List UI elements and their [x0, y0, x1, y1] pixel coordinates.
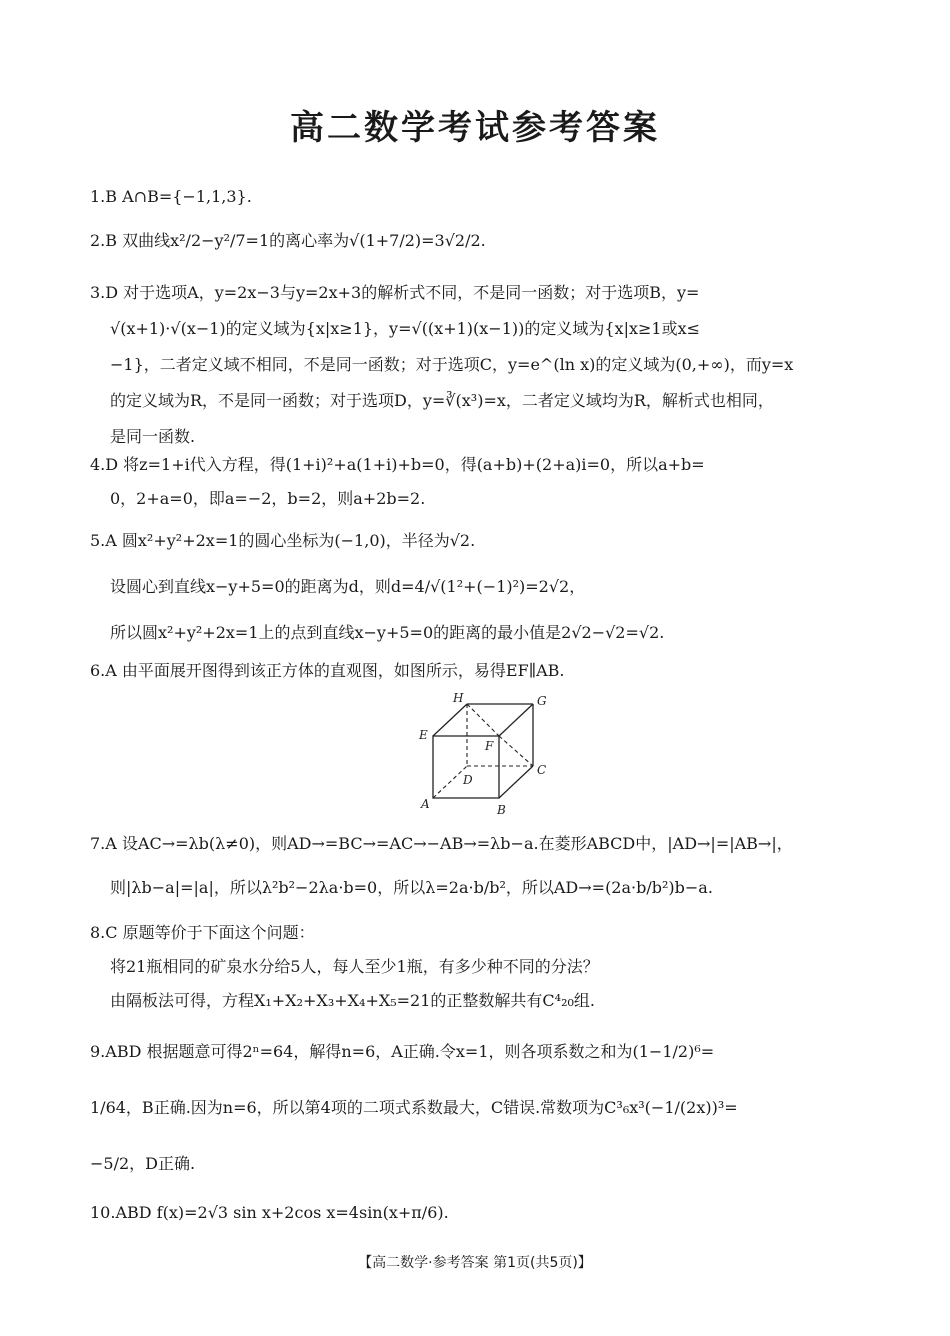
answer-line: 所以圆x²+y²+2x=1上的点到直线x−y+5=0的距离的最小值是2√2−√2=√2.	[110, 623, 665, 642]
cube-diagram	[415, 686, 555, 816]
answer-line: 10.ABD f(x)=2√3 sin x+2cos x=4sin(x+π/6).	[90, 1203, 449, 1222]
vertex-label-d: D	[463, 773, 473, 787]
answer-10	[90, 1196, 860, 1230]
vertex-label-a: A	[421, 797, 430, 811]
answer-7	[90, 822, 860, 910]
cube-segment-fc	[499, 736, 533, 766]
answer-line: −5/2，D正确.	[90, 1154, 196, 1173]
answer-9	[90, 1024, 860, 1192]
answer-5	[90, 518, 860, 656]
answer-line: −1}，二者定义域不相同，不是同一函数；对于选项C，y=e^(ln x)的定义域为(0,+∞)，而y=x	[110, 355, 794, 374]
answer-line: 1/64，B正确.因为n=6，所以第4项的二项式系数最大，C错误.常数项为C³₆x³(−1/(2x))³=	[90, 1098, 738, 1117]
page-footer: 【高二数学·参考答案 第1页(共5页)】	[358, 1255, 592, 1271]
answer-1	[90, 180, 860, 214]
answer-line: 5.A 圆x²+y²+2x=1的圆心坐标为(−1,0)，半径为√2.	[90, 531, 476, 550]
answer-line: 2.B 双曲线x²/2−y²/7=1的离心率为√(1+7/2)=3√2/2.	[90, 231, 486, 250]
answer-8	[90, 916, 860, 1018]
vertex-label-g: G	[537, 694, 547, 708]
cube-hidden-edge	[433, 766, 467, 798]
vertex-label-h: H	[453, 691, 464, 705]
answer-line: 4.D 将z=1+i代入方程，得(1+i)²+a(1+i)+b=0，得(a+b)+(2+a)i=0，所以a+b=	[90, 455, 705, 474]
answer-2	[90, 224, 860, 258]
answer-6	[90, 654, 860, 688]
answer-4	[90, 448, 860, 516]
answer-line: 7.A 设AC→=λb(λ≠0)，则AD→=BC→=AC→−AB→=λb−a.在菱形ABCD中，|AD→|=|AB→|，	[90, 834, 793, 853]
answer-line: 设圆心到直线x−y+5=0的距离为d，则d=4/√(1²+(−1)²)=2√2，	[110, 577, 586, 596]
answer-line: 是同一函数.	[110, 427, 196, 446]
cube-segment-hf	[467, 704, 499, 736]
answer-line: 0，2+a=0，即a=−2，b=2，则a+2b=2.	[110, 489, 426, 508]
cube-edge	[433, 704, 467, 736]
vertex-label-f: F	[485, 739, 494, 753]
vertex-label-e: E	[419, 728, 428, 742]
answer-line: 8.C 原题等价于下面这个问题：	[90, 923, 315, 942]
answer-line: 由隔板法可得，方程X₁+X₂+X₃+X₄+X₅=21的正整数解共有C⁴₂₀组.	[110, 991, 595, 1010]
answer-line: 9.ABD 根据题意可得2ⁿ=64，解得n=6，A正确.令x=1，则各项系数之和为(1−1/2)⁶=	[90, 1042, 715, 1061]
vertex-label-b: B	[497, 803, 506, 816]
answer-line: 1.B A∩B={−1,1,3}.	[90, 187, 252, 206]
answer-line: 3.D 对于选项A，y=2x−3与y=2x+3的解析式不同，不是同一函数；对于选项B，y=	[90, 283, 700, 302]
cube-edge	[499, 704, 533, 736]
answer-line: 将21瓶相同的矿泉水分给5人，每人至少1瓶，有多少种不同的分法？	[110, 957, 599, 976]
vertex-label-c: C	[537, 763, 547, 777]
answer-line: 的定义域为R，不是同一函数；对于选项D，y=∛(x³)=x，二者定义域均为R，解析式也相同，	[110, 391, 774, 410]
answer-line: √(x+1)·√(x−1)的定义域为{x|x≥1}，y=√((x+1)(x−1))的定义域为{x|x≥1或x≤	[110, 319, 700, 338]
page-title: 高二数学考试参考答案	[290, 108, 660, 148]
answer-3	[90, 275, 860, 455]
cube-edge	[499, 766, 533, 798]
answer-line: 6.A 由平面展开图得到该正方体的直观图，如图所示，易得EF∥AB.	[90, 661, 565, 680]
answer-line: 则|λb−a|=|a|，所以λ²b²−2λa·b=0，所以λ=2a·b/b²，所以AD→=(2a·b/b²)b−a.	[110, 878, 713, 897]
